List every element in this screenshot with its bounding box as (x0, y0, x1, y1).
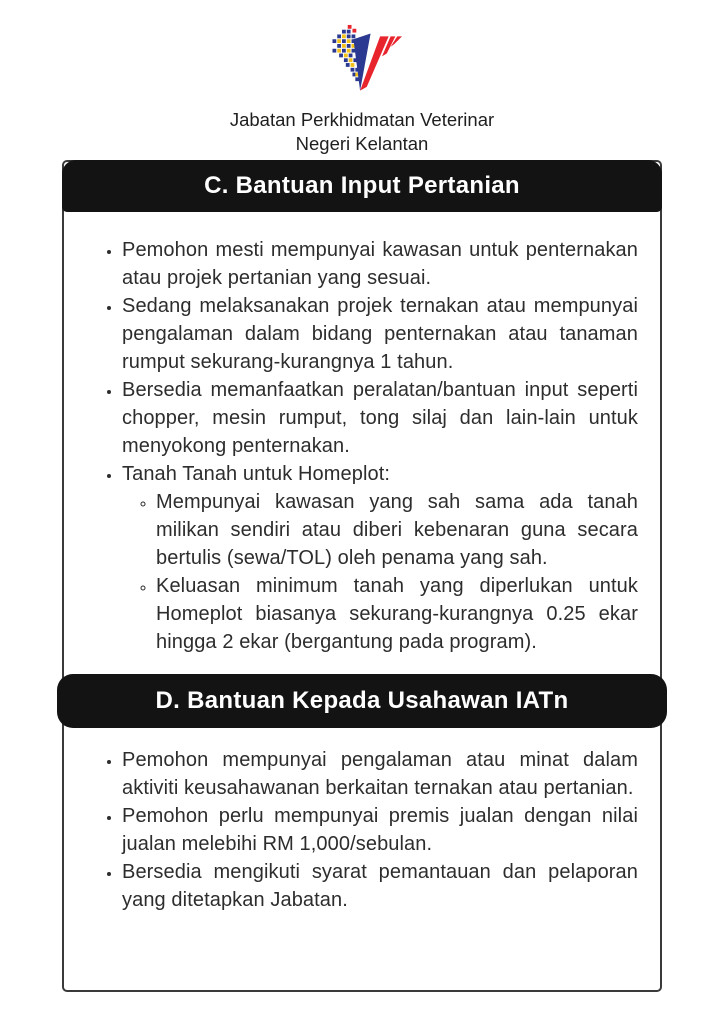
section-d-title: D. Bantuan Kepada Usahawan IATn (155, 687, 569, 714)
content-frame (62, 160, 662, 992)
bullet-text: Bersedia memanfaatkan peralatan/bantuan input seperti chopper, mesin rumput, tong silaj dan lain-lain untuk menyokong penternakan. (122, 379, 638, 457)
bullet-item (122, 376, 638, 460)
bullet-text: Bersedia mengikuti syarat pemantauan dan pelaporan yang ditetapkan Jabatan. (122, 861, 638, 911)
homeplot-sub-list (122, 488, 638, 656)
bullet-item (122, 746, 638, 802)
organization-title (0, 108, 724, 155)
section-d-header (57, 674, 667, 728)
bullet-text: Sedang melaksanakan projek ternakan atau mempunyai pengalaman dalam bidang penternakan atau tanaman rumput sekurang-kurangnya 1 tahun. (122, 295, 638, 373)
org-name-line2: Negeri Kelantan (295, 132, 429, 154)
org-name-line1: Jabatan Perkhidmatan Veterinar (229, 109, 495, 130)
bullet-text: Pemohon perlu mempunyai premis jualan dengan nilai jualan melebihi RM 1,000/sebulan. (122, 805, 638, 855)
logo-container (0, 0, 724, 104)
section-d-bullet-list (64, 746, 660, 914)
bullet-item (122, 858, 638, 914)
bullet-item (122, 802, 638, 858)
sub-bullet-text: Keluasan minimum tanah yang diperlukan untuk Homeplot biasanya sekurang-kurangnya 0.25 ekar hingga 2 ekar (bergantung pada program). (156, 575, 638, 653)
bullet-text: Pemohon mesti mempunyai kawasan untuk penternakan atau projek pertanian yang sesuai. (122, 239, 638, 289)
bullet-item (122, 292, 638, 376)
bullet-text: Pemohon mempunyai pengalaman atau minat dalam aktiviti keusahawanan berkaitan ternakan atau pertanian. (122, 749, 638, 799)
sub-bullet-text: Mempunyai kawasan yang sah sama ada tanah milikan sendiri atau diberi kebenaran guna secara bertulis (sewa/TOL) oleh penama yang sah. (156, 491, 638, 569)
section-c-header (62, 160, 662, 212)
bullet-item (122, 236, 638, 292)
sub-bullet-item (156, 488, 638, 572)
bullet-text: Tanah Tanah untuk Homeplot: (122, 463, 391, 485)
section-c-title: C. Bantuan Input Pertanian (204, 172, 520, 199)
bullet-item (122, 460, 638, 656)
section-c-bullet-list (64, 236, 660, 656)
sub-bullet-item (156, 572, 638, 656)
veterinary-department-logo (296, 24, 428, 104)
